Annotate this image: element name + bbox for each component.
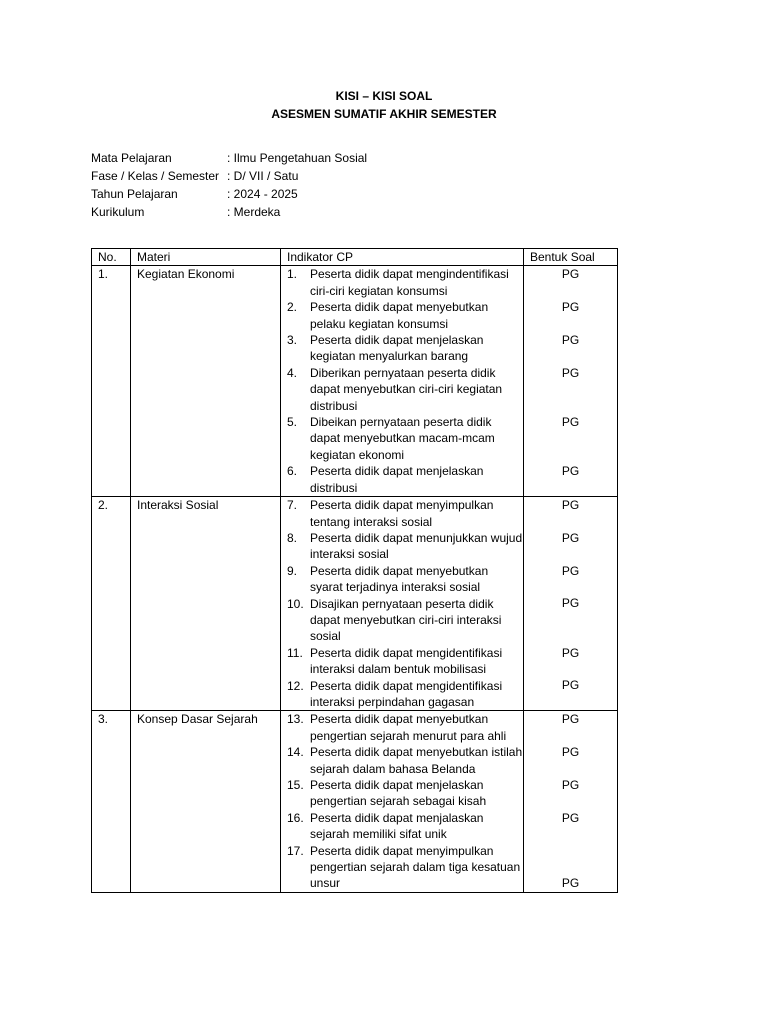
bentuk-soal-value: PG (561, 596, 580, 611)
indikator-number: 6. (287, 464, 298, 479)
bentuk-soal-value: PG (561, 464, 580, 479)
meta-value: : Ilmu Pengetahuan Sosial (227, 151, 368, 165)
bentuk-soal-value (524, 661, 617, 677)
bentuk-soal-value: PG (561, 678, 580, 693)
indikator-number: 9. (287, 563, 298, 578)
bentuk-soal-value (524, 513, 617, 529)
bentuk-soal-value (524, 859, 617, 875)
bentuk-soal-value: PG (561, 300, 580, 315)
bentuk-soal-value (524, 546, 617, 562)
bentuk-soal-value: PG (561, 777, 580, 792)
indikator-item (287, 332, 523, 365)
indikator-text: Peserta didik dapat menjelaskan pengertian sejarah sebagai kisah (310, 778, 487, 809)
bentuk-soal-value: PG (561, 645, 580, 660)
bentuk-soal-value: PG (561, 530, 580, 545)
bentuk-soal-value (524, 843, 617, 859)
indikator-item (287, 711, 523, 744)
header-materi: Materi (131, 249, 281, 266)
indikator-text: Peserta didik dapat menjelaskan kegiatan menyalurkan barang (310, 333, 484, 364)
indikator-number: 17. (287, 843, 304, 858)
indikator-text: Peserta didik dapat menyebutkan pengertian sejarah menurut para ahli (310, 712, 507, 743)
indikator-number: 7. (287, 498, 298, 513)
bentuk-soal-value (524, 793, 617, 809)
meta-label: Tahun Pelajaran (91, 187, 178, 201)
indikator-item (287, 810, 523, 843)
row-indikator (281, 711, 524, 892)
indikator-number: 5. (287, 415, 298, 430)
indikator-item (287, 744, 523, 777)
indikator-item (287, 414, 523, 463)
row-indikator (281, 266, 524, 497)
meta-value: : Merdeka (227, 205, 281, 219)
indikator-list (287, 266, 523, 496)
row-no: 1. (92, 266, 131, 497)
indikator-number: 15. (287, 778, 304, 792)
meta-row-kurikulum (91, 204, 367, 222)
indikator-item (287, 530, 523, 563)
bentuk-soal-value (524, 579, 617, 595)
table-row (92, 497, 618, 711)
indikator-list (287, 497, 523, 710)
meta-label: Mata Pelajaran (91, 151, 172, 165)
bentuk-soal-value (524, 381, 617, 397)
row-bentuk-soal (524, 266, 618, 497)
indikator-number: 13. (287, 712, 304, 727)
row-no: 3. (92, 711, 131, 892)
indikator-number: 8. (287, 530, 298, 545)
bentuk-soal-value: PG (561, 563, 580, 578)
row-materi: Interaksi Sosial (131, 497, 281, 711)
meta-value: : 2024 - 2025 (227, 187, 298, 201)
indikator-item (287, 843, 523, 892)
indikator-number: 2. (287, 300, 298, 315)
indikator-number: 3. (287, 333, 298, 348)
indikator-text: Peserta didik dapat menyimpulkan pengertian sejarah dalam tiga kesatuan unsur (310, 843, 521, 891)
indikator-text: Peserta didik dapat menyimpulkan tentang interaksi sosial (310, 498, 494, 529)
bentuk-soal-value: PG (561, 876, 580, 891)
indikator-number: 10. (287, 596, 304, 611)
indikator-item (287, 497, 523, 530)
bentuk-soal-value (524, 348, 617, 364)
meta-value: : D/ VII / Satu (227, 169, 299, 183)
table-row (92, 266, 618, 497)
bentuk-soal-value (524, 316, 617, 332)
indikator-text: Peserta didik dapat menunjukkan wujud interaksi sosial (310, 530, 523, 562)
meta-row-mata-pelajaran (91, 150, 367, 168)
header-indikator: Indikator CP (281, 249, 524, 266)
bentuk-soal-value: PG (561, 414, 580, 429)
indikator-number: 11. (287, 645, 303, 660)
indikator-item (287, 299, 523, 332)
bentuk-soal-value: PG (561, 745, 580, 760)
bentuk-soal-value (524, 826, 617, 842)
meta-row-tahun-pelajaran (91, 186, 367, 204)
indikator-text: Peserta didik dapat mengidentifikasi interaksi dalam bentuk mobilisasi (310, 645, 503, 677)
row-indikator (281, 497, 524, 711)
bentuk-soal-value: PG (561, 712, 580, 727)
bentuk-soal-value (524, 728, 617, 744)
bentuk-soal-value: PG (561, 267, 580, 282)
indikator-number: 4. (287, 365, 298, 380)
header-no: No. (92, 249, 131, 266)
indikator-text: Peserta didik dapat mengidentifikasi interaksi perpindahan gagasan (310, 678, 503, 709)
bentuk-soal-value (524, 761, 617, 777)
indikator-item (287, 463, 523, 496)
row-bentuk-soal (524, 711, 618, 892)
indikator-text: Peserta didik dapat menyebutkan pelaku kegiatan konsumsi (310, 300, 489, 331)
meta-row-fase-kelas-semester (91, 168, 367, 186)
indikator-item (287, 563, 523, 596)
bentuk-soal-value: PG (561, 332, 580, 347)
indikator-number: 14. (287, 745, 304, 760)
indikator-item (287, 365, 523, 414)
kisi-table (91, 248, 618, 893)
bentuk-soal-value (524, 398, 617, 414)
indikator-item (287, 777, 523, 810)
bentuk-soal-value: PG (561, 365, 580, 380)
indikator-item (287, 596, 523, 645)
document-meta (91, 150, 367, 222)
indikator-number: 12. (287, 678, 304, 693)
indikator-item (287, 645, 523, 678)
row-bentuk-soal (524, 497, 618, 711)
bentuk-soal-value: PG (561, 498, 580, 513)
bentuk-soal-value (524, 628, 617, 644)
indikator-list (287, 711, 523, 891)
indikator-text: Peserta didik dapat menyebutkan istilah sejarah dalam bahasa Belanda (310, 745, 523, 776)
bentuk-soal-value (524, 447, 617, 463)
indikator-text: Peserta didik dapat menjalaskan sejarah memiliki sifat unik (310, 810, 484, 842)
header-bentuk-soal: Bentuk Soal (524, 249, 618, 266)
row-no: 2. (92, 497, 131, 711)
indikator-text: Disajikan pernyataan peserta didik dapat menyebutkan ciri-ciri interaksi sosial (310, 596, 502, 644)
indikator-item (287, 678, 523, 711)
indikator-number: 1. (287, 267, 298, 282)
indikator-item (287, 266, 523, 299)
bentuk-soal-value: PG (561, 810, 580, 825)
document-subtitle: ASESMEN SUMATIF AKHIR SEMESTER (271, 107, 497, 121)
indikator-text: Diberikan pernyataan peserta didik dapat menyebutkan ciri-ciri kegiatan distribusi (310, 365, 503, 413)
meta-label: Kurikulum (91, 205, 145, 219)
document-title: KISI – KISI SOAL (335, 89, 433, 103)
indikator-text: Dibeikan pernyataan peserta didik dapat menyebutkan macam-mcam kegiatan ekonomi (310, 415, 495, 462)
bentuk-soal-value (524, 612, 617, 628)
bentuk-soal-value (524, 430, 617, 446)
row-materi: Konsep Dasar Sejarah (131, 711, 281, 892)
row-materi: Kegiatan Ekonomi (131, 266, 281, 497)
indikator-number: 16. (287, 810, 304, 825)
indikator-text: Peserta didik dapat mengindentifikasi ciri-ciri kegiatan konsumsi (310, 267, 509, 298)
indikator-text: Peserta didik dapat menjelaskan distribusi (310, 464, 484, 495)
meta-label: Fase / Kelas / Semester (91, 169, 220, 183)
table-header-row (92, 249, 618, 266)
table-row (92, 711, 618, 892)
indikator-text: Peserta didik dapat menyebutkan syarat terjadinya interaksi sosial (310, 563, 489, 595)
bentuk-soal-value (524, 283, 617, 299)
